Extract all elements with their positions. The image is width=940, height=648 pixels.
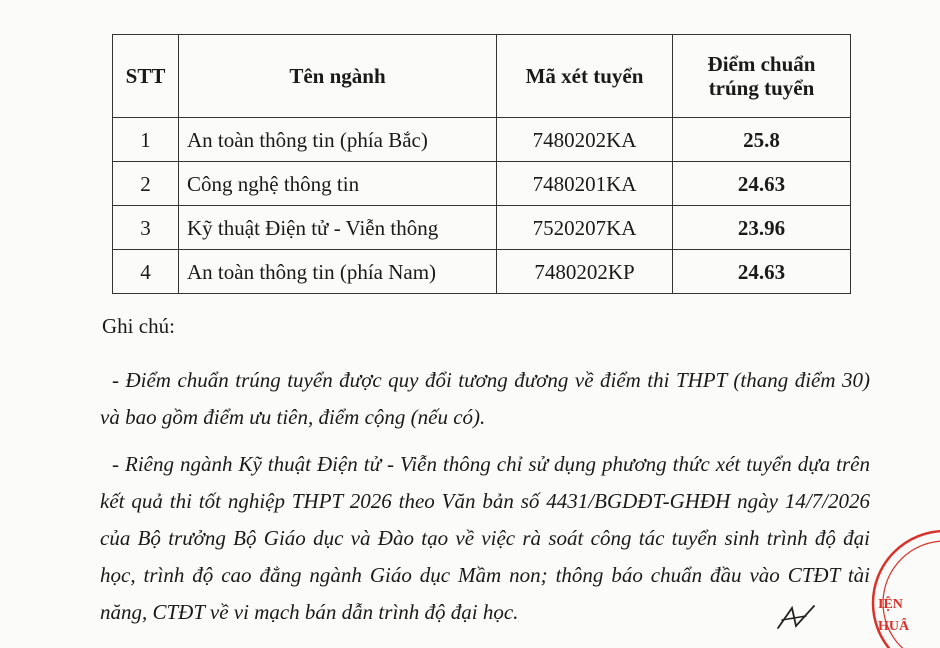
cell-code: 7520207KA bbox=[497, 206, 673, 250]
header-score bbox=[673, 35, 851, 118]
cell-stt: 3 bbox=[113, 206, 179, 250]
cell-name: Kỹ thuật Điện tử - Viễn thông bbox=[179, 206, 497, 250]
header-name: Tên ngành bbox=[179, 35, 497, 118]
header-score-line2: trúng tuyển bbox=[708, 76, 815, 100]
red-seal-stamp bbox=[870, 528, 940, 648]
cell-stt: 2 bbox=[113, 162, 179, 206]
cell-stt: 4 bbox=[113, 250, 179, 294]
seal-text-line1: IỆN bbox=[878, 597, 903, 612]
cell-score: 23.96 bbox=[673, 206, 851, 250]
table-row bbox=[113, 250, 851, 294]
cell-name: An toàn thông tin (phía Nam) bbox=[179, 250, 497, 294]
cell-stt: 1 bbox=[113, 118, 179, 162]
notes-title: Ghi chú: bbox=[102, 314, 175, 338]
cell-score: 24.63 bbox=[673, 250, 851, 294]
cell-score: 24.63 bbox=[673, 162, 851, 206]
cell-name: An toàn thông tin (phía Bắc) bbox=[179, 118, 497, 162]
header-code: Mã xét tuyển bbox=[497, 35, 673, 118]
cell-code: 7480202KA bbox=[497, 118, 673, 162]
cell-score: 25.8 bbox=[673, 118, 851, 162]
note-paragraph: - Riêng ngành Kỹ thuật Điện tử - Viễn thông chỉ sử dụng phương thức xét tuyển dựa trên kết quả thi tốt nghiệp THPT 2026 theo Văn bản số 4431/BGDĐT-GHĐH ngày 14/7/2026 của Bộ trưởng Bộ Giáo dục và Đào tạo về việc rà soát công tác tuyển sinh trình độ đại học, trình độ cao đẳng ngành Giáo dục Mầm non; thông báo chuẩn đầu vào CTĐT tài năng, CTĐT về vi mạch bán dẫn trình độ đại học. bbox=[100, 452, 870, 624]
note-paragraph: - Điểm chuẩn trúng tuyển được quy đổi tương đương về điểm thi THPT (thang điểm 30) và bao gồm điểm ưu tiên, điểm cộng (nếu có). bbox=[100, 368, 870, 429]
cell-code: 7480202KP bbox=[497, 250, 673, 294]
cell-name: Công nghệ thông tin bbox=[179, 162, 497, 206]
table-row bbox=[113, 118, 851, 162]
signature-mark bbox=[776, 602, 816, 632]
table-header-row bbox=[113, 35, 851, 118]
header-score-line1: Điểm chuẩn bbox=[707, 52, 816, 76]
admission-score-table bbox=[112, 34, 851, 294]
table-row bbox=[113, 162, 851, 206]
header-stt: STT bbox=[113, 35, 179, 118]
cell-code: 7480201KA bbox=[497, 162, 673, 206]
table-row bbox=[113, 206, 851, 250]
seal-text-line2: HUÂ bbox=[878, 619, 910, 634]
